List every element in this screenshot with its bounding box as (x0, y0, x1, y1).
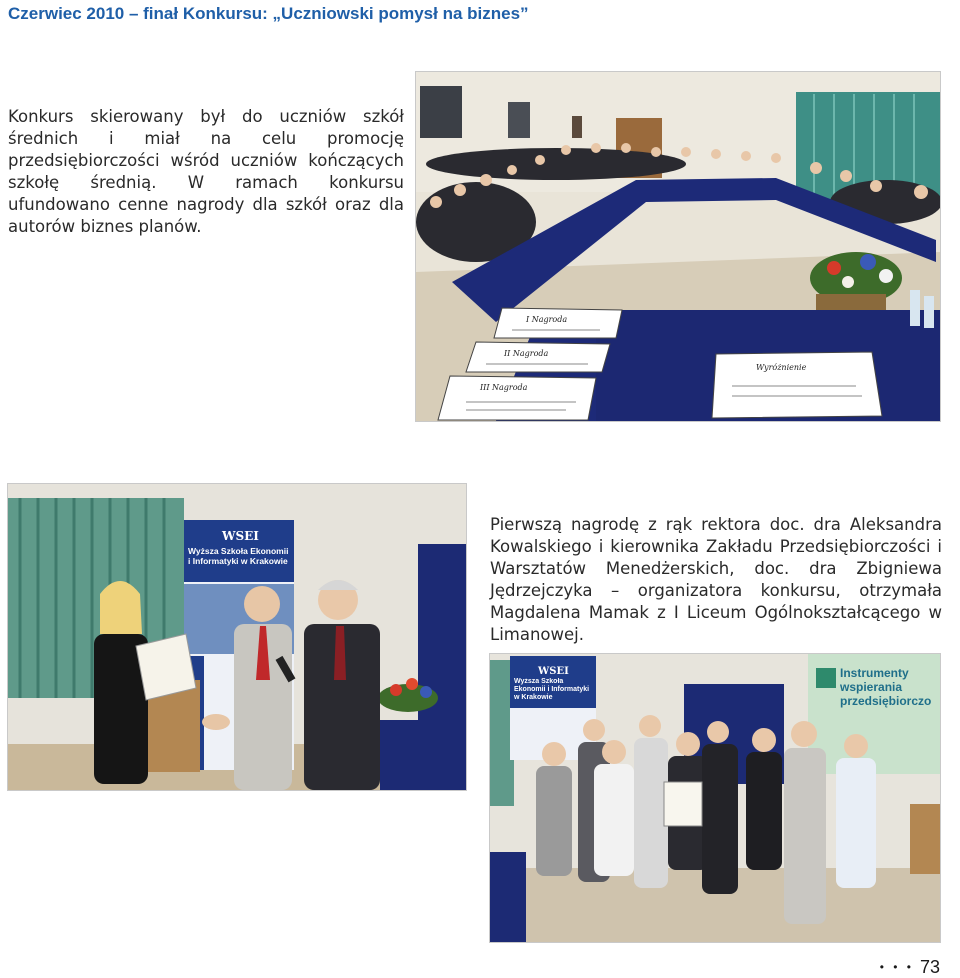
footer-dots: • • • (879, 960, 914, 974)
award-handover-photo (8, 484, 466, 790)
page-title: Czerwiec 2010 – finał Konkursu: „Uczniowski pomysł na biznes” (8, 4, 529, 23)
intro-paragraph: Konkurs skierowany był do uczniów szkół średnich i miał na celu promocję przedsiębiorczości wśród uczniów kończących szkołę średnią. W ramach konkursu ufundowano cenne nagrody dla szkół oraz dla autorów biznes planów. (8, 107, 404, 236)
page-number: 73 (919, 956, 940, 977)
award-card-label: II Nagroda (504, 349, 549, 358)
wsei-logo: WSEI (222, 529, 259, 543)
projector-screen-text: Instrumenty wspierania przedsiębiorczo (840, 666, 932, 708)
banner-text: Wyższa Szkoła Ekonomii i Informatyki w Krakowie (188, 546, 289, 566)
group-photo (490, 654, 940, 942)
ceremony-room-photo (416, 72, 940, 421)
page-footer (880, 956, 940, 978)
banner-text: Wyższa Szkoła Ekonomii i Informatyki w Krakowie (514, 678, 590, 701)
wsei-logo: WSEI (538, 666, 569, 677)
award-card-label: III Nagroda (480, 383, 528, 392)
award-card-label: Wyróżnienie (756, 363, 807, 372)
award-card-label: I Nagroda (526, 315, 568, 324)
photo-caption: Pierwszą nagrodę z rąk rektora doc. dra Aleksandra Kowalskiego i kierownika Zakładu Przedsiębiorczości i Warsztatów Menedżerskich, doc. dra Zbigniewa Jędrzejczyka – organizatora konkursu, otrzymała Magdalena Mamak z I Liceum Ogólnokształcącego w Limanowej. (490, 515, 942, 644)
